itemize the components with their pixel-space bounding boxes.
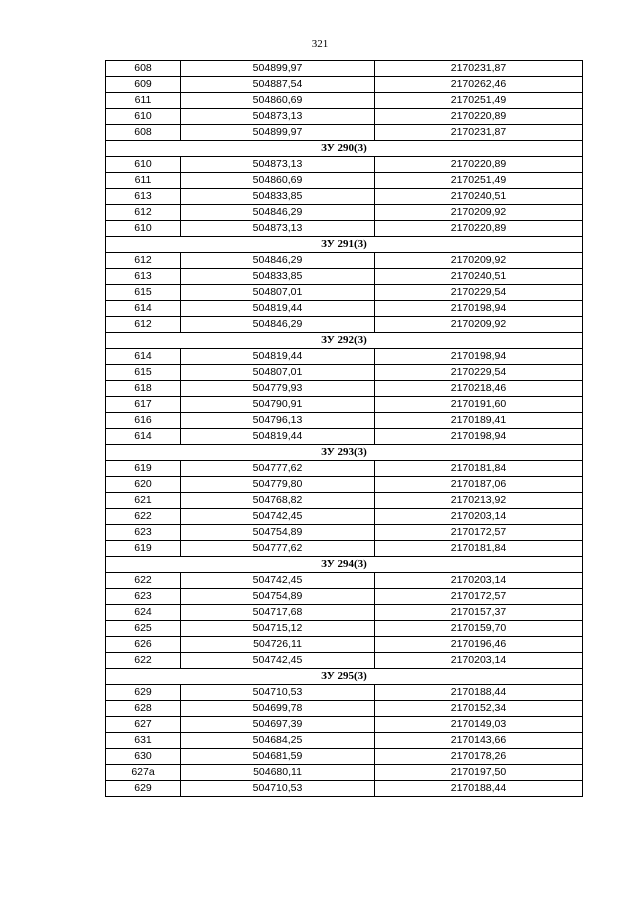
table-row bbox=[106, 525, 583, 541]
x-coordinate-cell: 504873,13 bbox=[181, 157, 375, 173]
point-number-cell: 608 bbox=[106, 125, 181, 141]
table-row bbox=[106, 493, 583, 509]
y-coordinate-cell: 2170231,87 bbox=[375, 125, 583, 141]
point-number-cell: 622 bbox=[106, 653, 181, 669]
section-header-row bbox=[106, 333, 583, 349]
table-row bbox=[106, 509, 583, 525]
x-coordinate-cell: 504796,13 bbox=[181, 413, 375, 429]
table-row bbox=[106, 173, 583, 189]
section-title: ЗУ 294(3) bbox=[106, 557, 583, 573]
x-coordinate-cell: 504726,11 bbox=[181, 637, 375, 653]
coordinates-table bbox=[105, 60, 583, 797]
table-row bbox=[106, 109, 583, 125]
table-row bbox=[106, 157, 583, 173]
y-coordinate-cell: 2170196,46 bbox=[375, 637, 583, 653]
point-number-cell: 618 bbox=[106, 381, 181, 397]
x-coordinate-cell: 504807,01 bbox=[181, 285, 375, 301]
point-number-cell: 612 bbox=[106, 253, 181, 269]
point-number-cell: 628 bbox=[106, 701, 181, 717]
x-coordinate-cell: 504777,62 bbox=[181, 541, 375, 557]
y-coordinate-cell: 2170240,51 bbox=[375, 269, 583, 285]
page-number: 321 bbox=[311, 38, 329, 50]
point-number-cell: 623 bbox=[106, 589, 181, 605]
x-coordinate-cell: 504860,69 bbox=[181, 93, 375, 109]
x-coordinate-cell: 504680,11 bbox=[181, 765, 375, 781]
y-coordinate-cell: 2170198,94 bbox=[375, 301, 583, 317]
y-coordinate-cell: 2170198,94 bbox=[375, 429, 583, 445]
table-row bbox=[106, 317, 583, 333]
point-number-cell: 626 bbox=[106, 637, 181, 653]
y-coordinate-cell: 2170220,89 bbox=[375, 157, 583, 173]
y-coordinate-cell: 2170159,70 bbox=[375, 621, 583, 637]
table-row bbox=[106, 381, 583, 397]
y-coordinate-cell: 2170240,51 bbox=[375, 189, 583, 205]
point-number-cell: 611 bbox=[106, 173, 181, 189]
point-number-cell: 608 bbox=[106, 61, 181, 77]
y-coordinate-cell: 2170187,06 bbox=[375, 477, 583, 493]
section-title: ЗУ 290(3) bbox=[106, 141, 583, 157]
table-row bbox=[106, 589, 583, 605]
point-number-cell: 622 bbox=[106, 573, 181, 589]
x-coordinate-cell: 504742,45 bbox=[181, 573, 375, 589]
table-row bbox=[106, 749, 583, 765]
x-coordinate-cell: 504710,53 bbox=[181, 781, 375, 797]
x-coordinate-cell: 504715,12 bbox=[181, 621, 375, 637]
x-coordinate-cell: 504833,85 bbox=[181, 189, 375, 205]
y-coordinate-cell: 2170198,94 bbox=[375, 349, 583, 365]
point-number-cell: 629 bbox=[106, 685, 181, 701]
y-coordinate-cell: 2170189,41 bbox=[375, 413, 583, 429]
table-row bbox=[106, 781, 583, 797]
section-title: ЗУ 292(3) bbox=[106, 333, 583, 349]
point-number-cell: 630 bbox=[106, 749, 181, 765]
section-title: ЗУ 295(3) bbox=[106, 669, 583, 685]
table-row bbox=[106, 189, 583, 205]
x-coordinate-cell: 504790,91 bbox=[181, 397, 375, 413]
section-header-row bbox=[106, 237, 583, 253]
point-number-cell: 619 bbox=[106, 461, 181, 477]
table-row bbox=[106, 61, 583, 77]
y-coordinate-cell: 2170178,26 bbox=[375, 749, 583, 765]
table-row bbox=[106, 461, 583, 477]
y-coordinate-cell: 2170218,46 bbox=[375, 381, 583, 397]
y-coordinate-cell: 2170229,54 bbox=[375, 365, 583, 381]
table-row bbox=[106, 221, 583, 237]
y-coordinate-cell: 2170149,03 bbox=[375, 717, 583, 733]
section-title: ЗУ 293(3) bbox=[106, 445, 583, 461]
point-number-cell: 611 bbox=[106, 93, 181, 109]
table-row bbox=[106, 301, 583, 317]
point-number-cell: 623 bbox=[106, 525, 181, 541]
x-coordinate-cell: 504779,93 bbox=[181, 381, 375, 397]
y-coordinate-cell: 2170172,57 bbox=[375, 525, 583, 541]
point-number-cell: 629 bbox=[106, 781, 181, 797]
y-coordinate-cell: 2170220,89 bbox=[375, 221, 583, 237]
table-row bbox=[106, 429, 583, 445]
x-coordinate-cell: 504754,89 bbox=[181, 525, 375, 541]
table-row bbox=[106, 349, 583, 365]
x-coordinate-cell: 504717,68 bbox=[181, 605, 375, 621]
x-coordinate-cell: 504833,85 bbox=[181, 269, 375, 285]
table-row bbox=[106, 621, 583, 637]
y-coordinate-cell: 2170152,34 bbox=[375, 701, 583, 717]
x-coordinate-cell: 504768,82 bbox=[181, 493, 375, 509]
x-coordinate-cell: 504899,97 bbox=[181, 61, 375, 77]
table-row bbox=[106, 365, 583, 381]
section-header-row bbox=[106, 557, 583, 573]
table-row bbox=[106, 125, 583, 141]
point-number-cell: 622 bbox=[106, 509, 181, 525]
point-number-cell: 627 bbox=[106, 717, 181, 733]
x-coordinate-cell: 504860,69 bbox=[181, 173, 375, 189]
point-number-cell: 620 bbox=[106, 477, 181, 493]
table-row bbox=[106, 77, 583, 93]
x-coordinate-cell: 504846,29 bbox=[181, 205, 375, 221]
point-number-cell: 615 bbox=[106, 285, 181, 301]
y-coordinate-cell: 2170203,14 bbox=[375, 653, 583, 669]
section-header-row bbox=[106, 445, 583, 461]
table-row bbox=[106, 205, 583, 221]
table-row bbox=[106, 765, 583, 781]
point-number-cell: 614 bbox=[106, 429, 181, 445]
y-coordinate-cell: 2170203,14 bbox=[375, 509, 583, 525]
table-row bbox=[106, 397, 583, 413]
y-coordinate-cell: 2170157,37 bbox=[375, 605, 583, 621]
y-coordinate-cell: 2170220,89 bbox=[375, 109, 583, 125]
point-number-cell: 619 bbox=[106, 541, 181, 557]
point-number-cell: 614 bbox=[106, 301, 181, 317]
table-row bbox=[106, 637, 583, 653]
section-title: ЗУ 291(3) bbox=[106, 237, 583, 253]
y-coordinate-cell: 2170251,49 bbox=[375, 93, 583, 109]
table-row bbox=[106, 477, 583, 493]
table-row bbox=[106, 701, 583, 717]
point-number-cell: 615 bbox=[106, 365, 181, 381]
point-number-cell: 625 bbox=[106, 621, 181, 637]
y-coordinate-cell: 2170181,84 bbox=[375, 541, 583, 557]
table-row bbox=[106, 685, 583, 701]
point-number-cell: 613 bbox=[106, 189, 181, 205]
y-coordinate-cell: 2170229,54 bbox=[375, 285, 583, 301]
y-coordinate-cell: 2170197,50 bbox=[375, 765, 583, 781]
x-coordinate-cell: 504899,97 bbox=[181, 125, 375, 141]
y-coordinate-cell: 2170203,14 bbox=[375, 573, 583, 589]
point-number-cell: 610 bbox=[106, 221, 181, 237]
table-row bbox=[106, 717, 583, 733]
table-row bbox=[106, 269, 583, 285]
table-row bbox=[106, 93, 583, 109]
y-coordinate-cell: 2170213,92 bbox=[375, 493, 583, 509]
point-number-cell: 621 bbox=[106, 493, 181, 509]
point-number-cell: 613 bbox=[106, 269, 181, 285]
table-row bbox=[106, 573, 583, 589]
y-coordinate-cell: 2170209,92 bbox=[375, 317, 583, 333]
x-coordinate-cell: 504846,29 bbox=[181, 317, 375, 333]
x-coordinate-cell: 504846,29 bbox=[181, 253, 375, 269]
x-coordinate-cell: 504684,25 bbox=[181, 733, 375, 749]
table-row bbox=[106, 605, 583, 621]
y-coordinate-cell: 2170209,92 bbox=[375, 253, 583, 269]
y-coordinate-cell: 2170172,57 bbox=[375, 589, 583, 605]
x-coordinate-cell: 504754,89 bbox=[181, 589, 375, 605]
y-coordinate-cell: 2170188,44 bbox=[375, 781, 583, 797]
point-number-cell: 631 bbox=[106, 733, 181, 749]
x-coordinate-cell: 504742,45 bbox=[181, 509, 375, 525]
point-number-cell: 616 bbox=[106, 413, 181, 429]
y-coordinate-cell: 2170231,87 bbox=[375, 61, 583, 77]
x-coordinate-cell: 504819,44 bbox=[181, 429, 375, 445]
table-row bbox=[106, 733, 583, 749]
point-number-cell: 617 bbox=[106, 397, 181, 413]
point-number-cell: 612 bbox=[106, 205, 181, 221]
point-number-cell: 610 bbox=[106, 157, 181, 173]
table-row bbox=[106, 653, 583, 669]
x-coordinate-cell: 504777,62 bbox=[181, 461, 375, 477]
x-coordinate-cell: 504710,53 bbox=[181, 685, 375, 701]
x-coordinate-cell: 504697,39 bbox=[181, 717, 375, 733]
table-row bbox=[106, 285, 583, 301]
x-coordinate-cell: 504779,80 bbox=[181, 477, 375, 493]
table-row bbox=[106, 541, 583, 557]
table-row bbox=[106, 253, 583, 269]
point-number-cell: 627a bbox=[106, 765, 181, 781]
coordinates-table-body bbox=[106, 61, 583, 797]
y-coordinate-cell: 2170191,60 bbox=[375, 397, 583, 413]
x-coordinate-cell: 504887,54 bbox=[181, 77, 375, 93]
y-coordinate-cell: 2170143,66 bbox=[375, 733, 583, 749]
y-coordinate-cell: 2170181,84 bbox=[375, 461, 583, 477]
y-coordinate-cell: 2170262,46 bbox=[375, 77, 583, 93]
y-coordinate-cell: 2170188,44 bbox=[375, 685, 583, 701]
point-number-cell: 610 bbox=[106, 109, 181, 125]
x-coordinate-cell: 504699,78 bbox=[181, 701, 375, 717]
table-row bbox=[106, 413, 583, 429]
section-header-row bbox=[106, 669, 583, 685]
x-coordinate-cell: 504873,13 bbox=[181, 221, 375, 237]
x-coordinate-cell: 504873,13 bbox=[181, 109, 375, 125]
x-coordinate-cell: 504742,45 bbox=[181, 653, 375, 669]
y-coordinate-cell: 2170251,49 bbox=[375, 173, 583, 189]
point-number-cell: 609 bbox=[106, 77, 181, 93]
y-coordinate-cell: 2170209,92 bbox=[375, 205, 583, 221]
point-number-cell: 614 bbox=[106, 349, 181, 365]
x-coordinate-cell: 504819,44 bbox=[181, 301, 375, 317]
point-number-cell: 612 bbox=[106, 317, 181, 333]
x-coordinate-cell: 504819,44 bbox=[181, 349, 375, 365]
x-coordinate-cell: 504807,01 bbox=[181, 365, 375, 381]
point-number-cell: 624 bbox=[106, 605, 181, 621]
section-header-row bbox=[106, 141, 583, 157]
x-coordinate-cell: 504681,59 bbox=[181, 749, 375, 765]
